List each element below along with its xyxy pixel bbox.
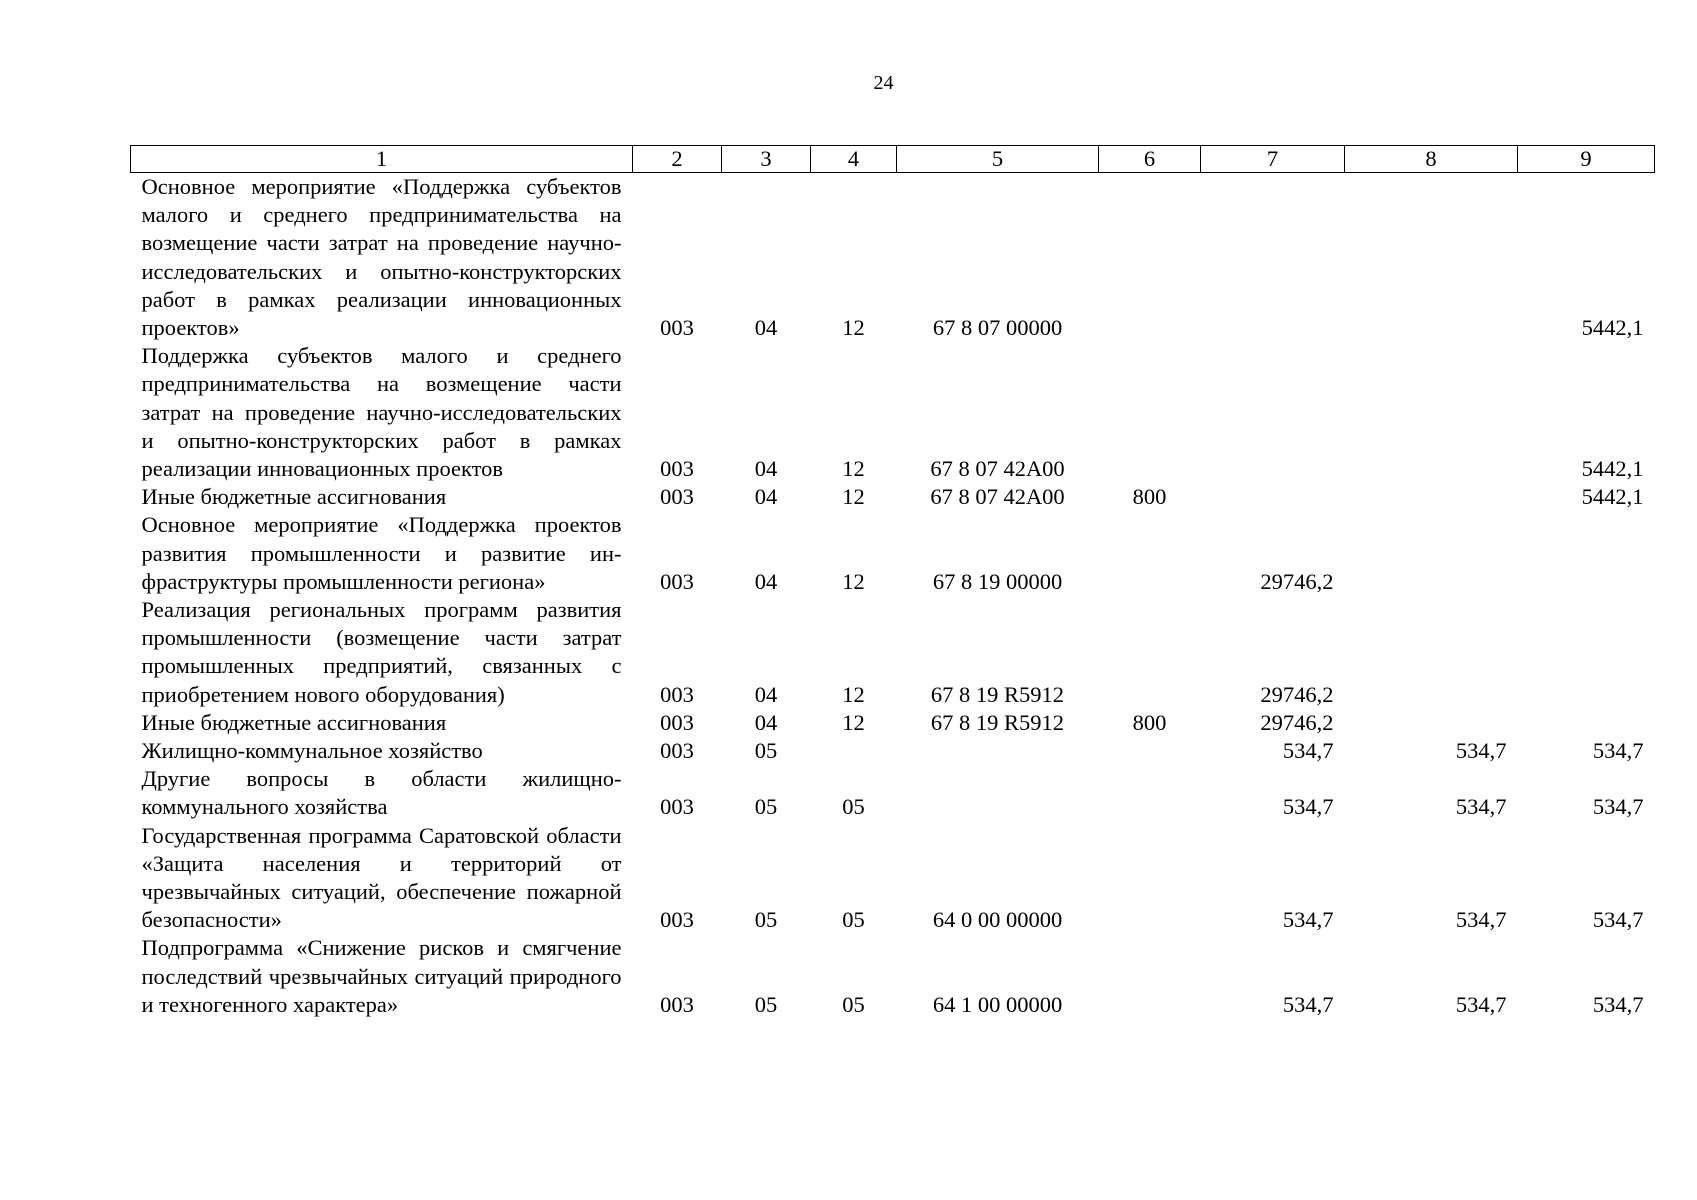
cell-ministry-code: 003 xyxy=(660,681,694,707)
row-name: Иные бюджетные ассигнования xyxy=(141,709,447,735)
cell-expense-type xyxy=(1099,822,1201,935)
cell-target-article: 67 8 07 42А00 xyxy=(930,456,1065,482)
column-header: 5 xyxy=(897,146,1099,173)
cell-expense-type xyxy=(1099,342,1201,483)
cell-subsection: 12 xyxy=(842,456,865,482)
cell-amount-col8: 534,7 xyxy=(1455,991,1507,1017)
cell-amount-col8: 534,7 xyxy=(1455,794,1507,820)
cell-subsection: 12 xyxy=(842,315,865,341)
cell-ministry-code: 003 xyxy=(660,794,694,820)
row-name: Реализация региональных программ развития промышленности (возмещение части затрат промышленных предприятий, связанных с приобретением нового оборудования) xyxy=(141,597,622,707)
cell-ministry-code: 003 xyxy=(660,709,694,735)
cell-amount-col9 xyxy=(1518,709,1655,737)
table-row xyxy=(131,173,1655,343)
cell-subsection: 12 xyxy=(842,568,865,594)
row-name: Подпрограмма «Снижение рисков и смягчение последствий чрезвычайных ситуаций природного и техногенного характера» xyxy=(141,935,622,1017)
cell-ministry-code: 003 xyxy=(660,484,694,510)
cell-expense-type xyxy=(1099,765,1201,821)
table-row xyxy=(131,511,1655,596)
cell-subsection: 12 xyxy=(842,484,865,510)
column-header: 9 xyxy=(1518,146,1655,173)
cell-section: 04 xyxy=(754,681,778,707)
cell-amount-col8: 534,7 xyxy=(1455,738,1507,764)
table-row xyxy=(131,596,1655,709)
cell-ministry-code: 003 xyxy=(660,991,694,1017)
table-row xyxy=(131,709,1655,737)
cell-expense-type xyxy=(1099,596,1201,709)
row-name: Другие вопросы в области жилищно-коммунального хозяйства xyxy=(141,766,622,820)
table-row xyxy=(131,822,1655,935)
column-header: 6 xyxy=(1099,146,1201,173)
cell-section: 05 xyxy=(754,991,778,1017)
row-name: Иные бюджетные ассигнования xyxy=(141,484,447,510)
row-name: Поддержка субъектов малого и среднего предпринимательства на возмещение части затрат на проведение научно-исследовательских и опытно-конструкторских работ в рамках реализации инновационных проектов xyxy=(141,343,622,482)
cell-amount-col7: 29746,2 xyxy=(1260,681,1334,707)
cell-section: 04 xyxy=(754,484,778,510)
header-row xyxy=(131,146,1655,173)
cell-target-article: 67 8 19 00000 xyxy=(932,568,1063,594)
cell-section: 05 xyxy=(754,794,778,820)
row-name: Государственная программа Саратовской области «Защита населения и территорий от чрезвычайных ситуаций, обеспечение пожарной безопасности» xyxy=(141,822,622,933)
cell-amount-col7: 534,7 xyxy=(1282,991,1334,1017)
cell-section: 04 xyxy=(754,568,778,594)
cell-subsection xyxy=(811,737,897,765)
column-header: 7 xyxy=(1201,146,1345,173)
table-row xyxy=(131,342,1655,483)
cell-subsection: 05 xyxy=(842,991,865,1017)
cell-amount-col7 xyxy=(1201,173,1345,343)
cell-target-article xyxy=(897,737,1099,765)
cell-target-article: 67 8 19 R5912 xyxy=(930,681,1065,707)
table-row xyxy=(131,483,1655,511)
cell-amount-col9: 5442,1 xyxy=(1581,456,1644,482)
cell-target-article: 67 8 19 R5912 xyxy=(930,709,1065,735)
table-row xyxy=(131,737,1655,765)
cell-amount-col9 xyxy=(1518,511,1655,596)
cell-ministry-code: 003 xyxy=(660,907,694,933)
cell-ministry-code: 003 xyxy=(660,456,694,482)
cell-ministry-code: 003 xyxy=(660,568,694,594)
cell-target-article: 64 1 00 00000 xyxy=(932,991,1063,1017)
cell-amount-col8 xyxy=(1345,173,1518,343)
cell-section: 04 xyxy=(754,709,778,735)
column-header: 2 xyxy=(633,146,722,173)
table-row xyxy=(131,765,1655,821)
cell-target-article: 67 8 07 00000 xyxy=(932,315,1063,341)
cell-amount-col8 xyxy=(1345,596,1518,709)
cell-amount-col8 xyxy=(1345,511,1518,596)
cell-amount-col8 xyxy=(1345,342,1518,483)
column-header: 4 xyxy=(811,146,897,173)
cell-expense-type xyxy=(1099,737,1201,765)
cell-amount-col7: 29746,2 xyxy=(1260,709,1334,735)
row-name: Основное мероприятие «Поддержка субъектов малого и среднего предпринимательства на возмещение части затрат на проведение научно-исследовательских и опытно-конструкторских работ в рамках реализации инновационных проектов» xyxy=(141,174,622,341)
cell-amount-col7: 534,7 xyxy=(1282,794,1334,820)
cell-amount-col8 xyxy=(1345,483,1518,511)
cell-subsection: 05 xyxy=(842,907,865,933)
cell-amount-col9 xyxy=(1518,596,1655,709)
table-body xyxy=(131,173,1655,1020)
cell-expense-type: 800 xyxy=(1132,484,1167,510)
column-header: 1 xyxy=(131,146,633,173)
cell-section: 05 xyxy=(754,738,778,764)
cell-expense-type: 800 xyxy=(1132,709,1167,735)
page-number: 24 xyxy=(873,72,894,94)
row-name: Основное мероприятие «Поддержка проектов развития промышленности и развитие инфраструктуры промышленности региона» xyxy=(141,512,622,594)
table-row xyxy=(131,934,1655,1019)
cell-amount-col9: 534,7 xyxy=(1592,907,1644,933)
column-header: 8 xyxy=(1345,146,1518,173)
cell-amount-col7: 29746,2 xyxy=(1260,568,1334,594)
cell-amount-col9: 534,7 xyxy=(1592,738,1644,764)
cell-amount-col9: 534,7 xyxy=(1592,794,1644,820)
cell-subsection: 12 xyxy=(842,709,865,735)
cell-ministry-code: 003 xyxy=(660,738,694,764)
cell-amount-col9: 5442,1 xyxy=(1581,484,1644,510)
cell-expense-type xyxy=(1099,934,1201,1019)
cell-ministry-code: 003 xyxy=(660,315,694,341)
cell-amount-col7 xyxy=(1201,342,1345,483)
cell-section: 05 xyxy=(754,907,778,933)
cell-expense-type xyxy=(1099,511,1201,596)
cell-target-article: 64 0 00 00000 xyxy=(932,907,1063,933)
cell-section: 04 xyxy=(754,456,778,482)
cell-target-article xyxy=(897,765,1099,821)
cell-amount-col7: 534,7 xyxy=(1282,907,1334,933)
cell-amount-col7: 534,7 xyxy=(1282,738,1334,764)
cell-amount-col7 xyxy=(1201,483,1345,511)
budget-table xyxy=(130,145,1655,1019)
cell-expense-type xyxy=(1099,173,1201,343)
cell-amount-col8: 534,7 xyxy=(1455,907,1507,933)
cell-section: 04 xyxy=(754,315,778,341)
table-header xyxy=(131,146,1655,173)
cell-subsection: 05 xyxy=(842,794,865,820)
cell-subsection: 12 xyxy=(842,681,865,707)
row-name: Жилищно-коммунальное хозяйство xyxy=(141,738,483,764)
cell-amount-col9: 5442,1 xyxy=(1581,315,1644,341)
cell-amount-col9: 534,7 xyxy=(1592,991,1644,1017)
cell-target-article: 67 8 07 42А00 xyxy=(930,484,1065,510)
column-header: 3 xyxy=(722,146,811,173)
cell-amount-col8 xyxy=(1345,709,1518,737)
